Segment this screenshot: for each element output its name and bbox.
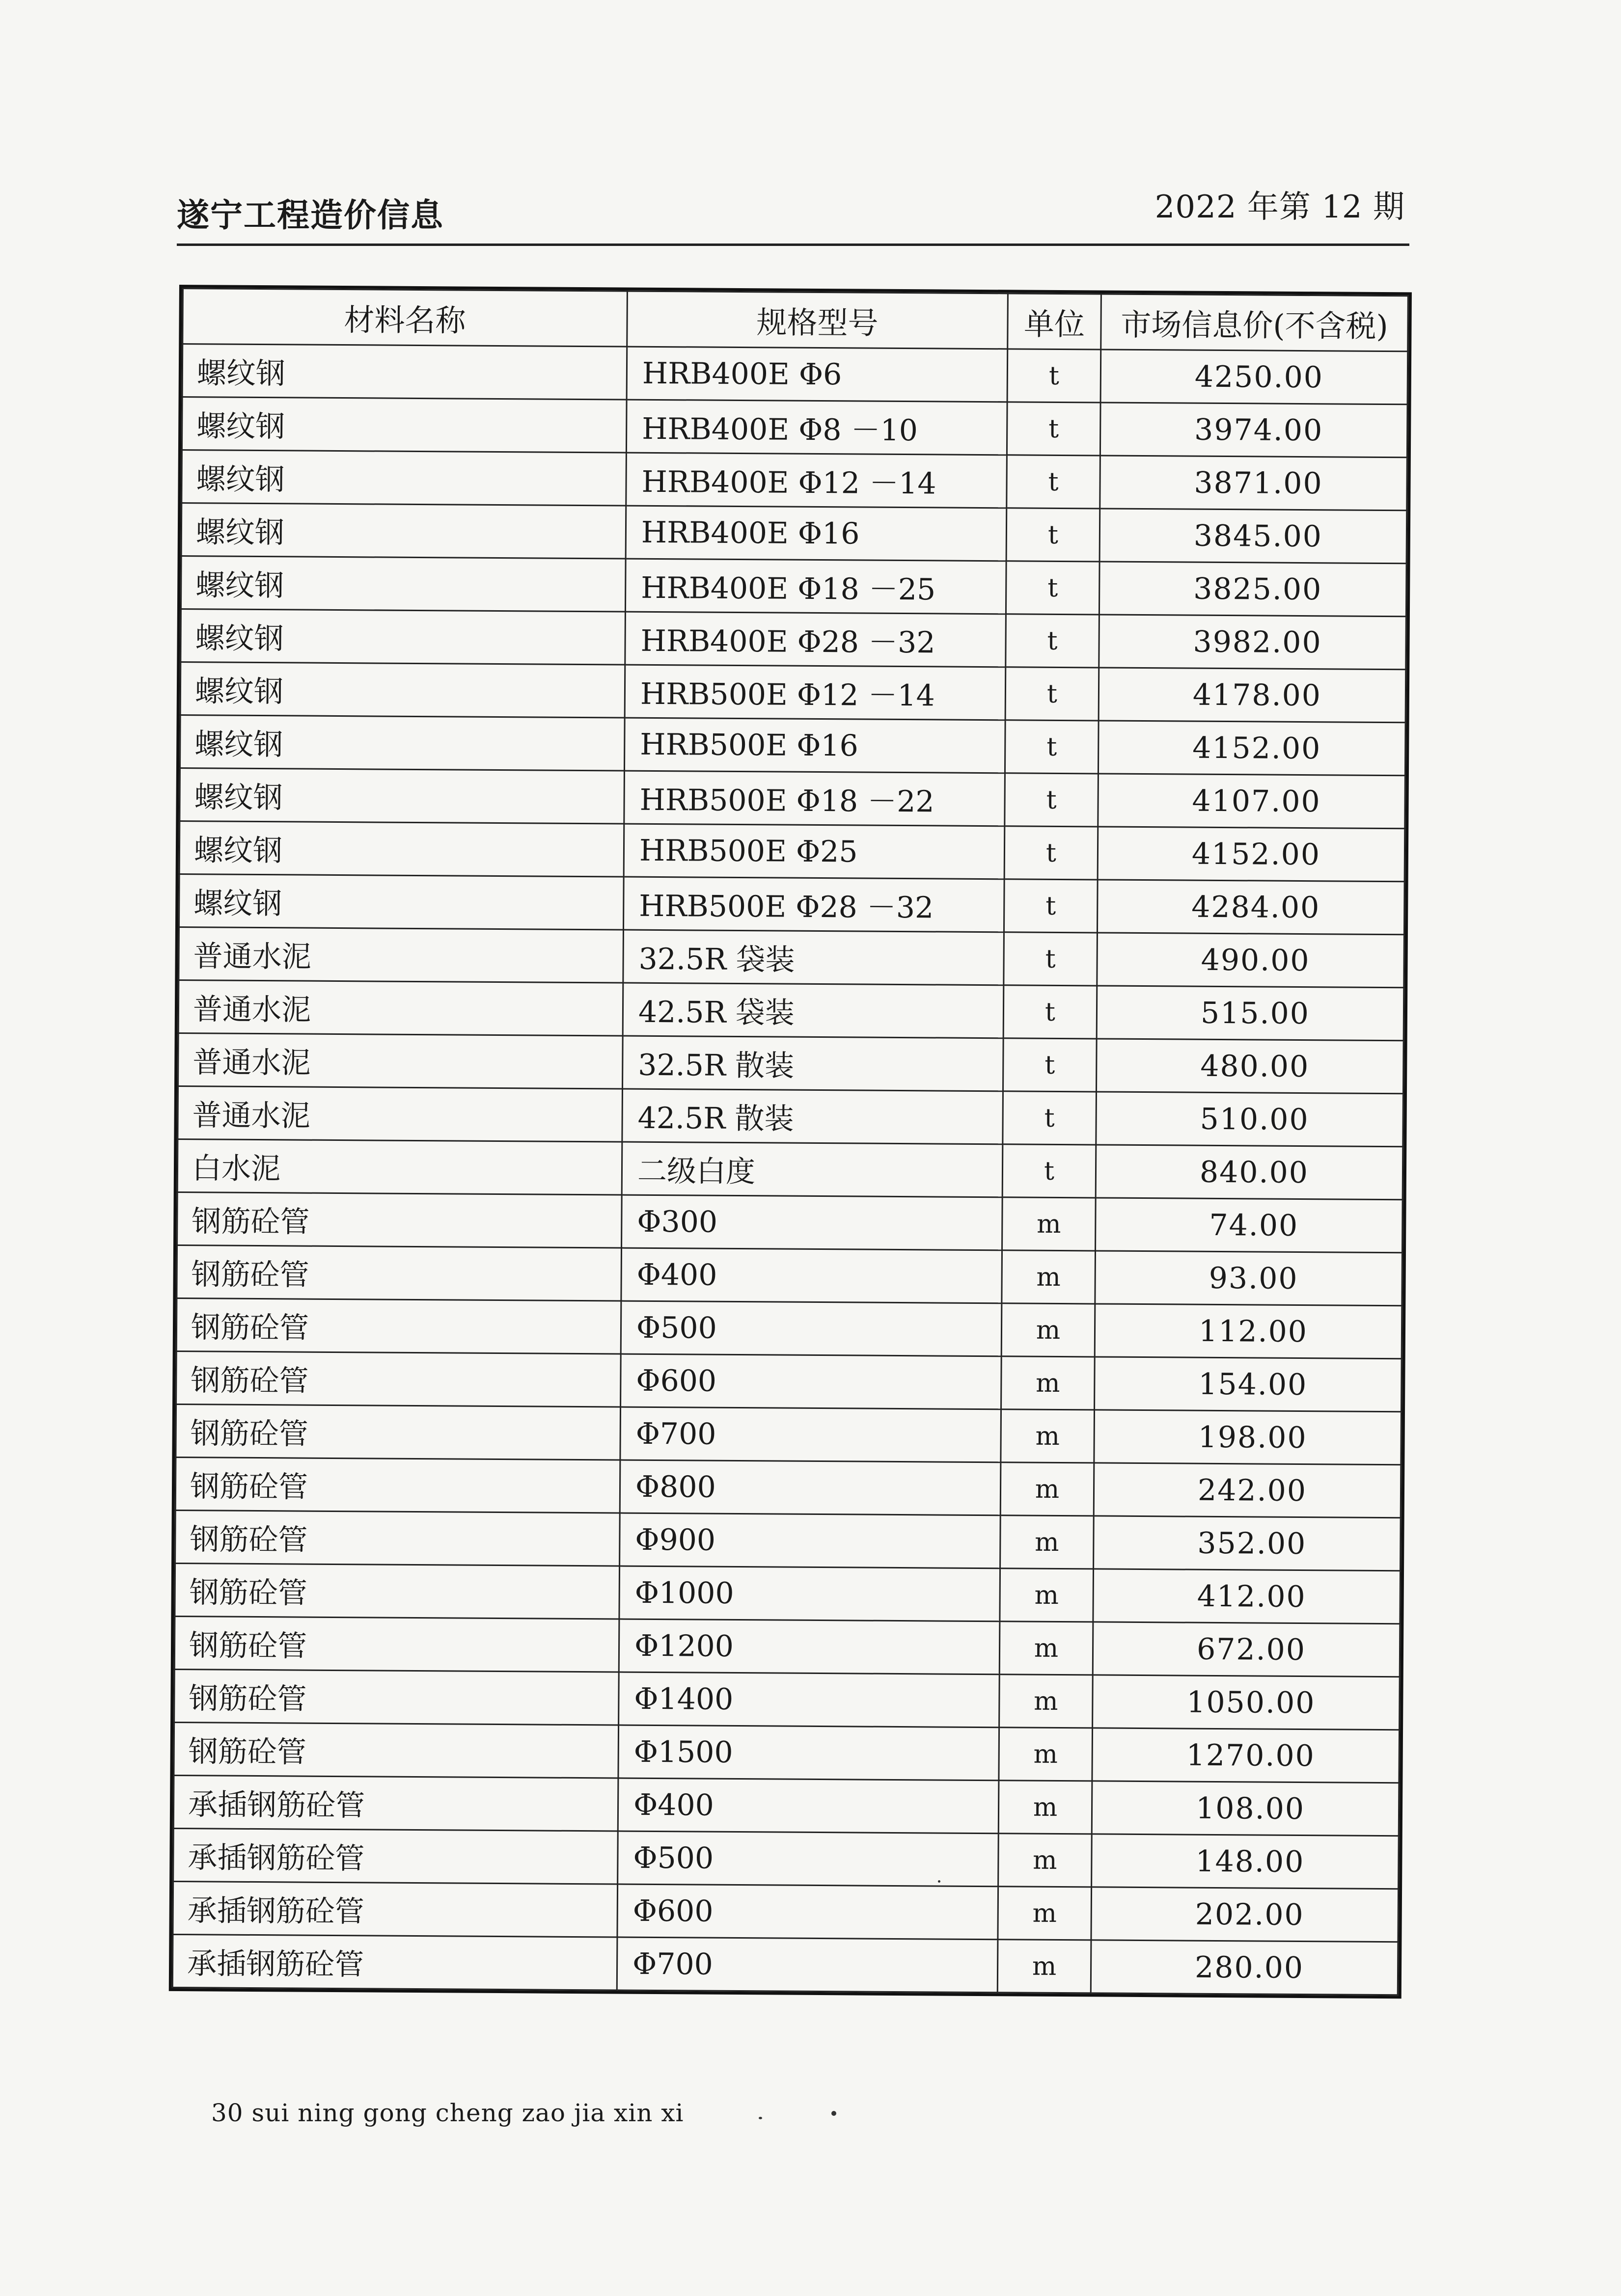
spec-cell: HRB500E Φ25 — [624, 824, 1005, 879]
material-name-cell: 螺纹钢 — [182, 397, 627, 453]
unit-cell: m — [1001, 1409, 1095, 1463]
material-name-cell: 钢筋砼管 — [176, 1405, 621, 1460]
unit-cell: m — [999, 1621, 1093, 1675]
price-table-frame — [169, 285, 1412, 1999]
unit-cell: m — [1001, 1356, 1095, 1410]
spec-cell: Φ600 — [621, 1354, 1002, 1409]
unit-cell: t — [1006, 614, 1099, 668]
price-cell: 515.00 — [1097, 986, 1404, 1041]
price-cell: 242.00 — [1094, 1463, 1401, 1518]
spec-cell: Φ900 — [620, 1513, 1001, 1568]
spec-cell: 32.5R 袋装 — [623, 930, 1004, 985]
material-price-table — [172, 288, 1409, 1996]
material-name-cell: 螺纹钢 — [180, 662, 625, 718]
material-name-cell: 承插钢筋砼管 — [173, 1881, 618, 1937]
price-cell: 148.00 — [1092, 1834, 1399, 1889]
spec-cell: HRB500E Φ28 －32 — [623, 877, 1004, 932]
spec-cell: HRB500E Φ16 — [624, 718, 1005, 773]
material-name-cell: 螺纹钢 — [181, 609, 626, 665]
table-row — [181, 503, 1407, 564]
material-name-cell: 承插钢筋砼管 — [172, 1934, 617, 1990]
price-cell: 3982.00 — [1099, 615, 1406, 670]
table-row — [176, 1298, 1402, 1359]
price-cell: 3825.00 — [1099, 562, 1406, 617]
material-name-cell: 钢筋砼管 — [177, 1192, 622, 1248]
price-cell: 4107.00 — [1098, 774, 1405, 829]
unit-cell: t — [1005, 720, 1099, 774]
table-row — [174, 1616, 1400, 1676]
material-name-cell: 钢筋砼管 — [177, 1245, 622, 1301]
table-row — [177, 1139, 1403, 1200]
unit-cell: t — [1007, 455, 1100, 509]
price-cell: 154.00 — [1095, 1357, 1402, 1412]
spec-cell: HRB400E Φ6 — [627, 347, 1008, 402]
material-name-cell: 普通水泥 — [178, 980, 623, 1036]
material-name-cell: 钢筋砼管 — [176, 1351, 621, 1407]
unit-cell: t — [1004, 879, 1098, 933]
price-cell: 108.00 — [1092, 1781, 1399, 1836]
price-cell: 4284.00 — [1097, 880, 1404, 935]
table-row — [174, 1722, 1400, 1783]
spec-cell: Φ1500 — [618, 1725, 999, 1781]
price-cell: 280.00 — [1091, 1940, 1398, 1995]
column-header-spec: 规格型号 — [627, 291, 1008, 349]
spec-cell: Φ800 — [620, 1460, 1001, 1515]
material-name-cell: 钢筋砼管 — [175, 1458, 620, 1513]
table-header-row — [183, 289, 1408, 351]
material-name-cell: 普通水泥 — [179, 927, 624, 983]
unit-cell: m — [1002, 1197, 1096, 1251]
spec-cell: HRB500E Φ12 －14 — [625, 665, 1006, 720]
spec-cell: HRB400E Φ8 －10 — [626, 400, 1007, 455]
price-cell: 672.00 — [1093, 1622, 1400, 1677]
price-cell: 93.00 — [1095, 1251, 1402, 1306]
unit-cell: t — [1003, 1038, 1097, 1092]
table-row — [180, 768, 1405, 829]
spec-cell: HRB400E Φ28 －32 — [625, 612, 1006, 667]
spec-cell: Φ700 — [620, 1407, 1001, 1462]
unit-cell: t — [1004, 932, 1098, 986]
price-cell: 4250.00 — [1100, 350, 1408, 405]
unit-cell: m — [999, 1728, 1093, 1781]
price-cell: 352.00 — [1094, 1516, 1401, 1571]
column-header-price: 市场信息价(不含税) — [1101, 294, 1408, 351]
table-row — [182, 397, 1407, 458]
material-name-cell: 螺纹钢 — [180, 768, 625, 824]
table-row — [180, 715, 1405, 776]
spec-cell: Φ500 — [621, 1301, 1002, 1356]
scan-speck — [759, 2117, 762, 2119]
price-cell: 1050.00 — [1093, 1675, 1400, 1730]
price-cell: 3974.00 — [1100, 403, 1407, 458]
table-row — [175, 1563, 1401, 1623]
issue-number: 2022 年第 12 期 — [1154, 189, 1405, 225]
unit-cell: m — [1000, 1515, 1094, 1569]
unit-cell: t — [1007, 349, 1101, 403]
spec-cell: Φ700 — [617, 1937, 998, 1993]
table-row — [176, 1405, 1401, 1465]
spec-cell: Φ400 — [618, 1778, 999, 1834]
table-body — [172, 344, 1407, 1995]
material-name-cell: 白水泥 — [177, 1139, 622, 1195]
unit-cell: m — [1000, 1462, 1094, 1516]
unit-cell: t — [1006, 561, 1099, 615]
material-name-cell: 螺纹钢 — [181, 556, 626, 612]
table-row — [173, 1881, 1399, 1942]
unit-cell: t — [1006, 508, 1100, 562]
table-row — [182, 450, 1407, 511]
spec-cell: 二级白度 — [622, 1142, 1003, 1197]
spec-cell: Φ300 — [622, 1195, 1003, 1250]
table-row — [176, 1351, 1402, 1412]
price-cell: 490.00 — [1097, 933, 1404, 988]
unit-cell: m — [1002, 1250, 1096, 1304]
table-row — [181, 556, 1406, 617]
table-row — [179, 927, 1404, 988]
material-name-cell: 钢筋砼管 — [174, 1722, 619, 1778]
table-row — [179, 874, 1405, 935]
material-name-cell: 螺纹钢 — [181, 503, 626, 559]
price-cell: 74.00 — [1096, 1198, 1403, 1253]
table-row — [182, 344, 1408, 405]
unit-cell: t — [1005, 773, 1099, 827]
table-row — [173, 1775, 1399, 1836]
unit-cell: t — [1005, 667, 1099, 721]
spec-cell: Φ1400 — [619, 1672, 1000, 1728]
price-cell: 840.00 — [1096, 1145, 1403, 1200]
price-cell: 412.00 — [1093, 1569, 1401, 1624]
spec-cell: Φ500 — [618, 1831, 999, 1887]
unit-cell: m — [998, 1834, 1092, 1887]
price-cell: 1270.00 — [1092, 1728, 1400, 1783]
table-row — [178, 980, 1404, 1041]
unit-cell: t — [1003, 1091, 1097, 1145]
spec-cell: Φ1200 — [619, 1619, 1000, 1675]
column-header-material-name: 材料名称 — [183, 289, 628, 347]
material-name-cell: 钢筋砼管 — [174, 1616, 619, 1672]
spec-cell: HRB400E Φ16 — [626, 506, 1007, 561]
unit-cell: t — [1003, 985, 1097, 1039]
header-divider — [177, 243, 1409, 246]
material-name-cell: 螺纹钢 — [179, 874, 624, 930]
unit-cell: m — [999, 1675, 1093, 1728]
price-cell: 198.00 — [1094, 1410, 1401, 1465]
spec-cell: 42.5R 袋装 — [623, 983, 1004, 1038]
table-row — [180, 662, 1406, 723]
table-row — [177, 1192, 1403, 1253]
table-row — [173, 1828, 1399, 1889]
table-row — [177, 1245, 1402, 1306]
price-cell: 480.00 — [1096, 1039, 1403, 1094]
table-row — [174, 1669, 1400, 1729]
material-name-cell: 钢筋砼管 — [176, 1298, 621, 1354]
material-name-cell: 普通水泥 — [178, 1033, 623, 1089]
table-row — [178, 1086, 1403, 1147]
scan-speck — [831, 2111, 836, 2116]
table-row — [172, 1934, 1398, 1995]
price-cell: 202.00 — [1091, 1887, 1399, 1942]
table-row — [178, 1033, 1404, 1094]
spec-cell: Φ600 — [617, 1884, 998, 1940]
unit-cell: t — [1002, 1144, 1096, 1198]
table-row — [175, 1510, 1401, 1570]
spec-cell: HRB400E Φ18 －25 — [625, 559, 1006, 614]
scan-speck — [938, 1880, 940, 1883]
unit-cell: t — [1007, 402, 1100, 456]
price-cell: 3845.00 — [1099, 509, 1407, 564]
publication-title: 遂宁工程造价信息 — [177, 196, 444, 234]
spec-cell: Φ1000 — [619, 1566, 1000, 1621]
price-cell: 4152.00 — [1098, 827, 1405, 882]
material-name-cell: 钢筋砼管 — [175, 1563, 620, 1619]
table-row — [179, 821, 1405, 882]
material-name-cell: 螺纹钢 — [179, 821, 624, 877]
spec-cell: HRB500E Φ18 －22 — [624, 771, 1005, 826]
spec-cell: Φ400 — [621, 1248, 1002, 1303]
price-cell: 3871.00 — [1100, 456, 1407, 511]
material-name-cell: 螺纹钢 — [180, 715, 625, 771]
material-name-cell: 螺纹钢 — [182, 450, 627, 506]
material-name-cell: 承插钢筋砼管 — [173, 1828, 618, 1884]
table-row — [175, 1458, 1401, 1518]
unit-cell: m — [997, 1940, 1091, 1993]
material-name-cell: 钢筋砼管 — [174, 1669, 619, 1725]
material-name-cell: 普通水泥 — [178, 1086, 623, 1142]
spec-cell: HRB400E Φ12 －14 — [626, 453, 1007, 508]
unit-cell: t — [1004, 826, 1098, 880]
unit-cell: m — [998, 1887, 1092, 1940]
material-name-cell: 承插钢筋砼管 — [173, 1775, 618, 1831]
material-name-cell: 钢筋砼管 — [175, 1510, 620, 1566]
unit-cell: m — [998, 1781, 1092, 1834]
spec-cell: 32.5R 散装 — [623, 1036, 1004, 1091]
table-row — [181, 609, 1406, 670]
material-name-cell: 螺纹钢 — [182, 344, 627, 400]
page-footer: 30 sui ning gong cheng zao jia xin xi — [211, 2099, 684, 2127]
unit-cell: m — [1001, 1303, 1095, 1357]
price-cell: 510.00 — [1096, 1092, 1403, 1147]
price-cell: 112.00 — [1095, 1304, 1402, 1359]
column-header-unit: 单位 — [1008, 294, 1101, 350]
price-cell: 4178.00 — [1099, 668, 1406, 723]
unit-cell: m — [1000, 1568, 1094, 1622]
spec-cell: 42.5R 散装 — [622, 1089, 1003, 1144]
price-cell: 4152.00 — [1098, 721, 1405, 776]
